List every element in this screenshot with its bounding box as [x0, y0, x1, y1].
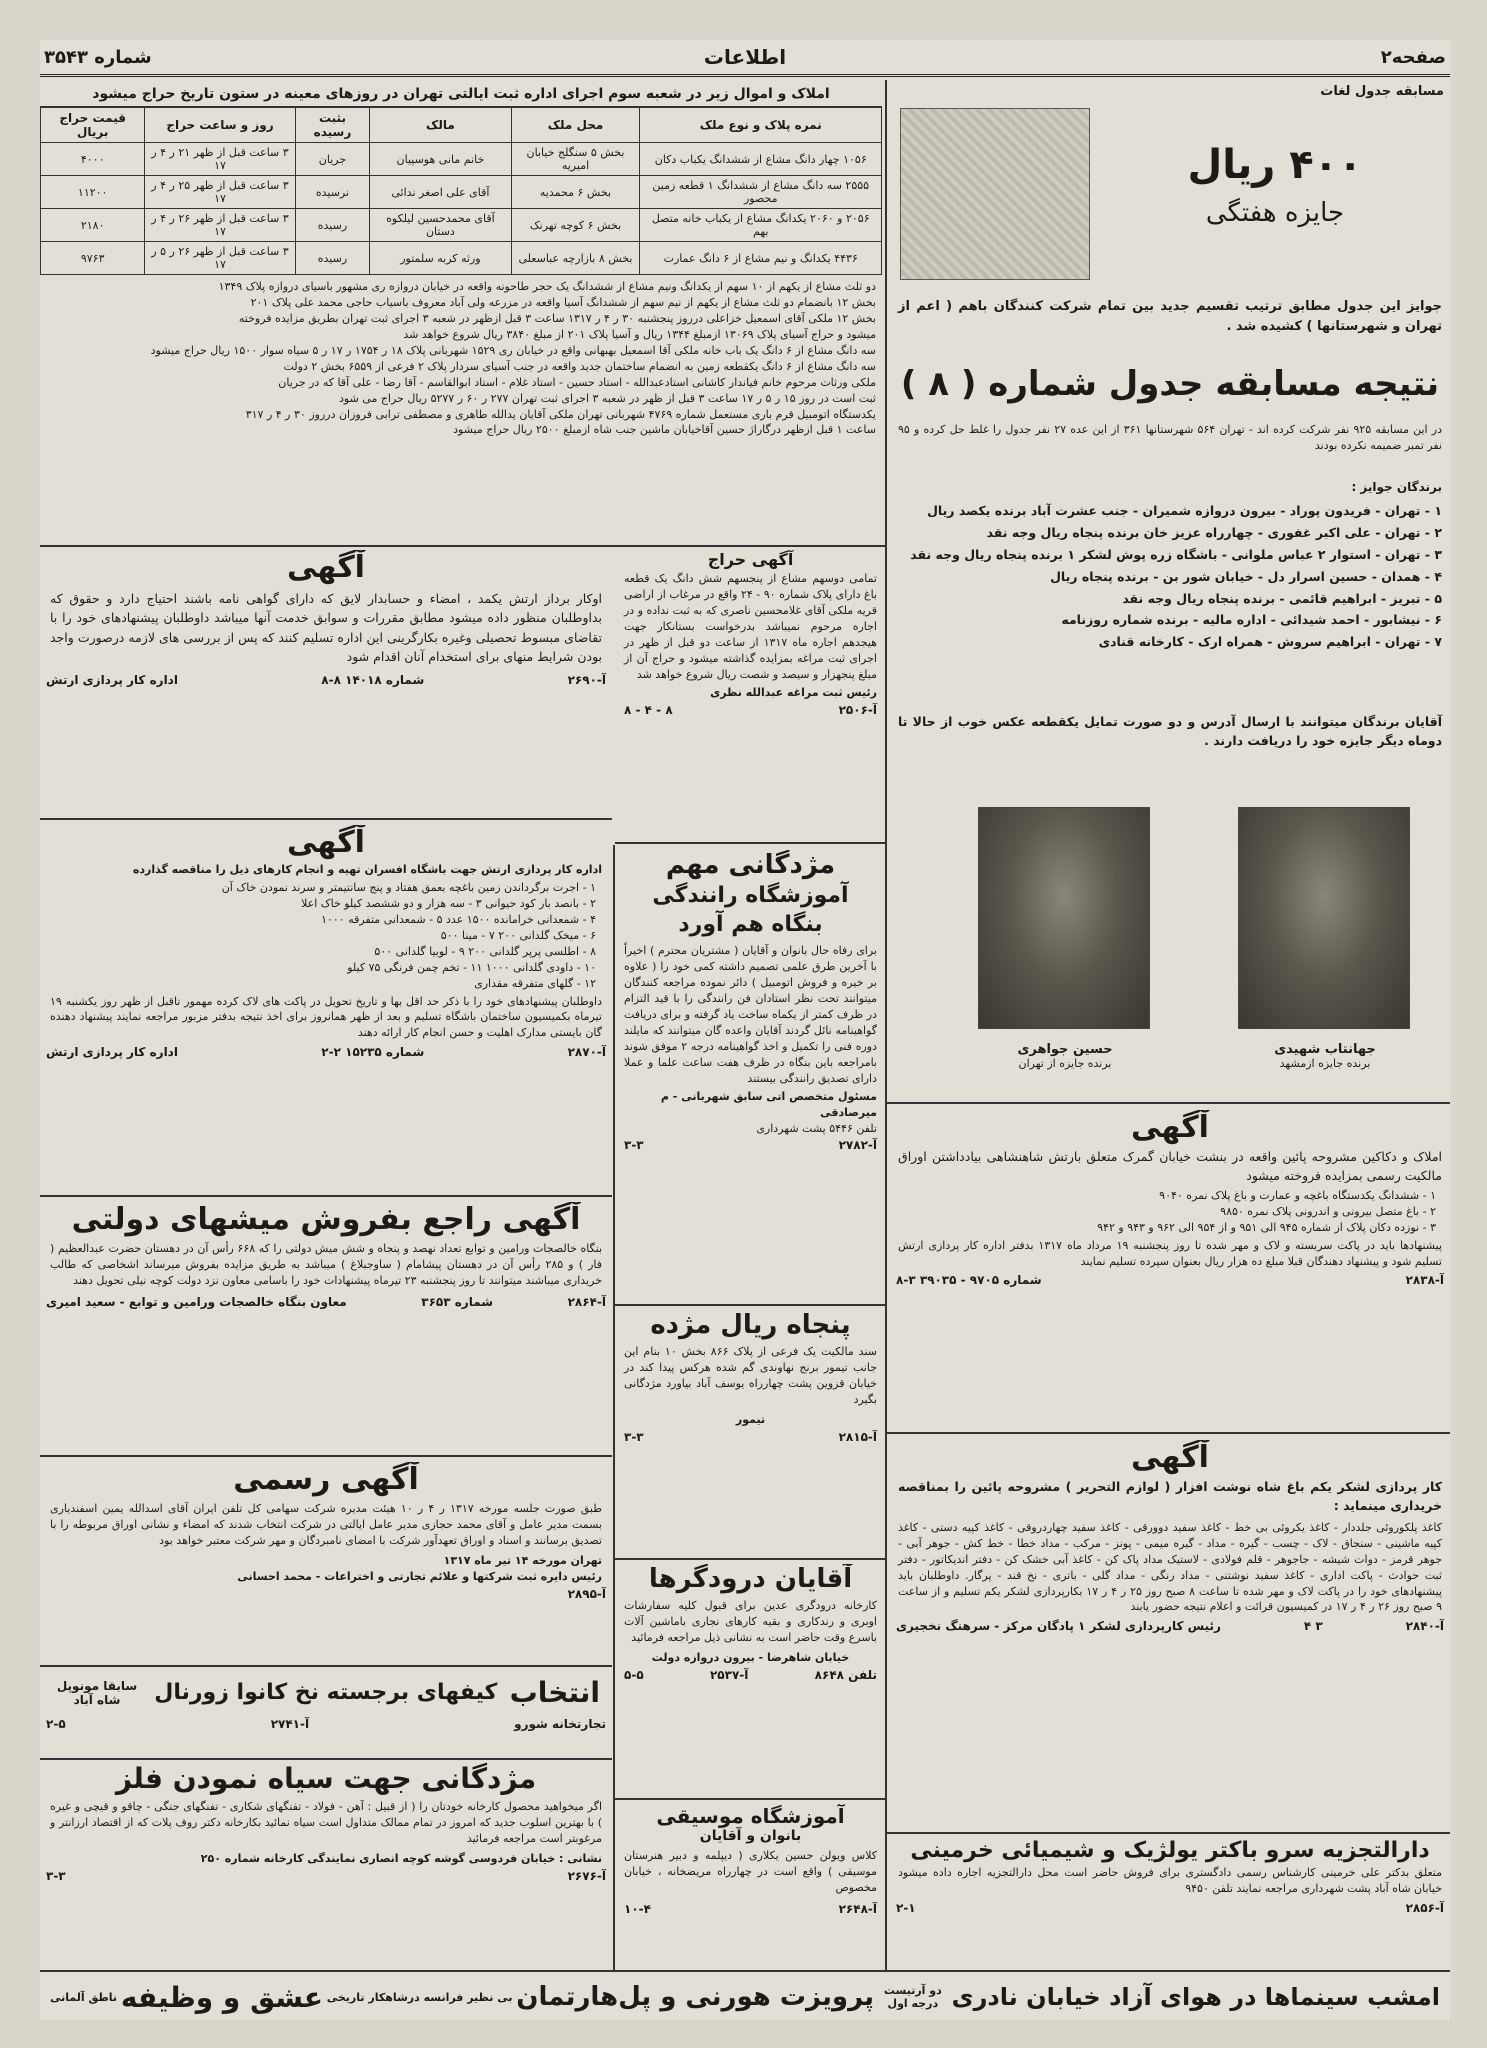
ad-ref — [618, 1666, 883, 1684]
list-item: ۴ - شمعدانی خرامانده ۱۵۰۰ عدد ۵ - شمعدانی متفرقه ۱۰۰۰ — [321, 912, 596, 926]
auction-note: ساعت ۱ قبل ازظهر درگاراژ حسین آقاخیابان ماشین جنب شاه ازمبلغ ۲۵۰۰ ریال حراج میشود — [453, 423, 876, 437]
ad-ref-code: آ-۲۵۳۷ — [709, 1667, 749, 1682]
ad-body: کلاس ویولن حسین یکلاری ( دیپلمه و دبیر هنرستان موسیقی ) واقع است در چهارراه مریضخانه ، خیابان مخصوص — [624, 1849, 877, 1894]
ad-name: تیمور — [735, 1412, 766, 1426]
prize-amount: ۴۰۰ ریال — [1187, 142, 1363, 188]
ad-ref-code: آ-۲۷۸۲ — [838, 1138, 877, 1153]
ad-title: آگهی — [1131, 1440, 1209, 1475]
cell: رسیده — [295, 209, 370, 242]
cell: بخش ۵ سنگلج خیابان امیریه — [511, 143, 640, 176]
col-registered: بثبت رسیده — [295, 108, 370, 143]
banner-film2-pre: درشاهکار تاریخی — [326, 1990, 420, 2004]
list-item: ۱ - ششدانگ یکدستگاه باغچه و عمارت و باغ پلاک نمره ۹۰۴۰ — [1159, 1188, 1436, 1202]
ad-ref — [40, 1715, 612, 1733]
ad-haraj — [618, 550, 883, 840]
winner-photo — [1238, 807, 1410, 1029]
cell: ۳ ساعت قبل از ظهر ۲۶ ر ۵ ر ۱۷ — [145, 242, 295, 275]
ad-brand: انتخاب — [509, 1676, 600, 1709]
ad-ref-code: آ-۲۷۴۱ — [270, 1717, 310, 1731]
photo-caption — [965, 1042, 1165, 1070]
ad-ref-number: شماره ۳۶۵۳ — [421, 1294, 494, 1309]
cell: ۴۰۰۰ — [41, 143, 145, 176]
ad-ref-number: ۵-۵ — [624, 1667, 644, 1682]
cell: رسیده — [295, 242, 370, 275]
ad-signature: معاون بنگاه خالصجات ورامین و توابع - سعید امیری — [46, 1294, 347, 1309]
section-rule — [40, 1665, 612, 1667]
cell: بخش ۸ بازارچه عباسعلی — [511, 242, 640, 275]
ad-carpenters — [618, 1564, 883, 1794]
ad-ref-code: آ-۲۶۹۰ — [567, 672, 606, 687]
ad-ref — [618, 1428, 883, 1446]
ad-ref-code: آ-۲۸۵۶ — [1405, 1900, 1444, 1915]
cell: آقای علی اصغر ندائی — [370, 176, 511, 209]
prize-box — [1110, 142, 1440, 228]
ad-ref-code: آ-۲۸۳۸ — [1405, 1273, 1444, 1288]
ad-lashkar — [890, 1440, 1450, 1830]
ad-title: آگهی حراج — [707, 550, 794, 569]
ad-ref — [618, 1900, 883, 1918]
ad-arteshe-2 — [40, 825, 612, 1190]
newspaper-name: اطلاعات — [703, 45, 787, 69]
section-rule — [887, 1832, 1450, 1834]
cell: ۱۱۲۰۰ — [41, 176, 145, 209]
auction-block — [40, 82, 882, 542]
ad-ref-number: ۳-۳ — [624, 1138, 644, 1153]
contest-block — [890, 82, 1450, 1132]
ad-ref-code: آ-۲۶۴۸ — [838, 1901, 877, 1916]
ad-ref-number: ۳ ۴ — [1303, 1619, 1323, 1634]
cell: ۴۴۳۶ یکدانگ و نیم مشاع از ۶ دانگ عمارت — [640, 242, 882, 275]
ad-subtitle: آموزشگاه رانندگی بنگاه هم آورد — [652, 883, 849, 937]
ad-ref-code: آ-۲۸۹۵ — [567, 1586, 606, 1601]
banner-film1-post: بی نظیر فرانسه — [423, 1990, 513, 2004]
ad-body: اوکار برداز ارتش یکمد ، امضاء و حسابدار لایق که دارای گواهی نامه باشند احتیاج دارد و حقوق که بداوطلبان منظور داده میشود مطابق مقررات و سوابق خدمت آنها میباشد داوطلبان پیشنهادهای خود را با تقاضای مبسوط تحصیلی وغیره بکارگرینی این اداره تسلیم کنند که پس از بررسی های لازمه درصورت واجد بودن شرایط منهای برای استخدام آنان اقدام شود — [50, 591, 602, 665]
table-row — [41, 242, 882, 275]
ad-body: کاغذ پلکوروئی جلددار - کاغذ یکروئی بی خط - کاغذ سفید دوورقی - کاغذ سفید چهاردروقی - کاغذ کپیه دستی - کاغذ کپیه ماشینی - سنجاق - لاک - چسب - گیره - مداد - گیره میمی - پونز - مرکب - مداد خطا - خط کش - جوهر آبی - جوهر قرمز - دوات شیشه - جاجوهر - قلم فولادی - لاستیک مداد پاک کن - کاغذ آبی خشک کن - دفتر اندیکاتور - دفتر ثبت حوادث - پاکت اداری - کاغذ سفید نوشتنی - مداد رنگی - مداد گلی - باتری - نخ قند - پرگار. داوطلبان باید پیشنهادهای خود را در پاکت لاک و مهر شده تا ساعت ۸ صبح روز ۲۵ ر ۴ ر ۱۷ بکارپردازی لشکر یکم تسلیم و از ساعت ۹ صبح روز ۲۶ ر ۴ ر ۱۷ در کمیسیون قرائت و اعلام نتیجه حضور یابند — [898, 1520, 1442, 1614]
ad-title: آگهی — [287, 825, 365, 860]
ad-sheep — [40, 1202, 612, 1452]
ad-ref-number: ۳-۳ — [624, 1429, 644, 1444]
cell: آقای محمدحسین لیلکوه دستان — [370, 209, 511, 242]
ad-items — [890, 1188, 1450, 1236]
ad-arteshe-1 — [40, 550, 612, 815]
winner-photo — [978, 807, 1150, 1029]
auction-table — [40, 107, 882, 275]
ad-subtitle: بانوان و آقایان — [699, 1828, 802, 1844]
ad-official — [40, 1462, 612, 1662]
ad-title: مژدگانی مهم — [665, 850, 836, 880]
ad-metal — [40, 1762, 612, 1967]
ad-body: املاک و دکاکین مشروحه پائین واقعه در بنشت خیابان گمرک متعلق بارتش شاهنشاهی بیادداشتن اوراق مالکیت رسمی بمزایده فروخته میشود — [898, 1149, 1442, 1184]
ad-body: کارخانه درودگری عدین برای قبول کلیه سفارشات اوبری و رندکاری و بقیه کارهای نجاری باماشین آلات باسرع وقت حاضر است به نشانی ذیل مراجعه فرمائید — [624, 1599, 877, 1644]
ad-body: متعلق بدکتر علی خرمینی کارشناس رسمی دادگستری برای فروش حاضر است محل دارالتجزیه اجاره داده میشود خیابان شاه آباد پشت شهرداری مراجعه نمایند تلفن ۹۴۵۰ — [898, 1866, 1442, 1895]
banner-film1-pre: دو آرتیست درجه اول — [883, 1984, 942, 2010]
auction-note: یکدستگاه اتومبیل قرم باری مستعمل شماره ۴۷۶۹ شهربانی تهران ملکی آقایان یدالله طاهری و مصطفی ترابی فروزان درروز ۳۰ ر ۴ ر ۳۱۷ — [245, 407, 876, 421]
ad-ref-number: شماره ۱۴۰۱۸ ۸-۸ — [321, 672, 425, 687]
section-rule — [887, 1432, 1450, 1434]
cell: ۳ ساعت قبل از ظهر ۲۱ ر ۴ ر ۱۷ — [145, 143, 295, 176]
ad-ref-number: شماره ۱۵۲۳۵ ۲-۲ — [321, 1045, 425, 1060]
auction-note: بخش ۱۲ ملکی آقای اسمعیل خزاعلی درروز پنجشنبه ۳۰ ر ۴ ر ۱۳۱۷ ساعت ۳ قبل ازظهر در شعبه ۳ اجرای ثبت تهران بطریق مزایده فروخته — [238, 311, 876, 325]
ad-intro: کار پردازی لشکر یکم باغ شاه نوشت افزار ( لوازم التحریر ) مشروحه پائین را بمناقصه خریداری مینماید : — [898, 1479, 1442, 1514]
ad-address: خیابان شاهرضا - بیرون دروازه دولت — [651, 1650, 850, 1664]
section-rule — [40, 1195, 612, 1197]
auction-note: سه دانگ مشاع از ۶ دانگ یکقطعه زمین به انضمام ساختمان جدید واقعه در جنب آسیای سردار پلاک ۲ فرعی از ۶۵۵۹ بخش ۲ دولت — [283, 359, 876, 373]
cell: ۲۰۵۶ و ۲۰۶۰ یکدانگ مشاع از یکباب خانه متصل بهم — [640, 209, 882, 242]
cell: ۱۰۵۶ چهار دانگ مشاع از ششدانگ یکباب دکان — [640, 143, 882, 176]
ad-ref — [40, 671, 612, 689]
page-number: صفحه۲ — [1380, 46, 1446, 68]
col-date: روز و ساعت حراج — [145, 108, 295, 143]
list-item: ۳ - نوزده دکان پلاک از شماره ۹۴۵ الی ۹۵۱ و از ۹۵۴ الی ۹۶۲ و ۹۴۳ و ۹۴۲ — [1097, 1220, 1436, 1234]
cell: خانم مانی هوسپیان — [370, 143, 511, 176]
auction-header: املاک و اموال زیر در شعبه سوم اجرای اداره ثبت ایالتی تهران در روزهای معینه در ستون تاریخ حراج میشود — [40, 82, 882, 107]
auction-note: سه دانگ مشاع از ۶ دانگ یک باب خانه ملکی آقا اسمعیل بهبهانی واقع در خیابان ری ۱۵۲۹ شهربانی پلاک ۱۸ ر ۱۷۵۴ ر ۱۷ ر ۵ سیاه سوار ۱۵۰۰ ریال حراج میشود — [150, 343, 876, 357]
ad-signature: رئیس کارپردازی لشکر ۱ پادگان مرکز - سرهنگ نخجیری — [896, 1619, 1221, 1634]
col-owner: مالک — [370, 108, 511, 143]
list-item: ۵ - تبریز - ابراهیم قائمی - برنده پنجاه ریال وجه نقد — [1122, 590, 1442, 606]
col-location: محل ملک — [511, 108, 640, 143]
section-rule — [40, 1758, 612, 1760]
ad-driving — [618, 850, 883, 1300]
cell: بخش ۶ کوچه تهرنک — [511, 209, 640, 242]
banner-film1: پرویزت هورنی و پل‌هارتمان — [516, 1982, 875, 2012]
list-item: ۱ - تهران - فریدون پوراد - بیرون دروازه شمیران - جنب عشرت آباد برنده یکصد ریال — [927, 503, 1442, 518]
ad-items — [40, 880, 612, 992]
ad-ref-number: ۸ - ۴ - ۸ — [624, 702, 673, 717]
ad-body: برای رفاه حال بانوان و آقایان ( مشتریان محترم ) اخیراً با آخرین طرق علمی تصمیم داشته کمی خود را ( علاوه بر خیره و فروش اتومبیل ) دائر نموده مراجعه کنندگان میتوانند تحت نظر استادان فن رانندگی را با قید التزام در ظرف کمتر از یکماه ساخت یاد گرفته و برای دریافت گواهینامه نائل گردند آقایان واعده گان میتوانند که مایلند دوره فنی را تکمیل و اخذ گواهینامه درجه ۲ موفق شوند بامراجعه باین بنگاه در ظرف هفت ساعت علما و عملا دارای تصدیق رانندگی بیستند — [624, 944, 877, 1085]
ad-signature: رئیس دایره ثبت شرکتها و علائم تجارتی و اختراعات - محمد احسانی — [237, 1569, 602, 1583]
ad-body: سند مالکیت یک فرعی از پلاک ۸۶۶ بخش ۱۰ بنام این جانب تیمور برنج نهاوندی گم شده هرکس پیدا کند در خیابان قزوین پشت چهارراه یوسف آباد بیاورد مژدگانی بگیرد — [624, 1345, 877, 1406]
auction-table-header — [41, 108, 882, 143]
cell: ۲۵۵۵ سه دانگ مشاع از ششدانگ ۱ قطعه زمین محصور — [640, 176, 882, 209]
column-rule — [885, 80, 887, 1970]
ad-address: نشانی : خیابان فردوسی گوشه کوچه انصاری نمایندگی کارخانه شماره ۲۵۰ — [200, 1851, 602, 1865]
ad-bags-row — [40, 1670, 612, 1715]
ad-ref-code: آ-۲۸۶۴ — [567, 1294, 606, 1309]
ad-ref — [40, 1293, 612, 1311]
ad-body: طبق صورت جلسه مورخه ۱۳۱۷ ر ۴ ر ۱۰ هیئت مدیره شرکت سهامی کل تلفن ایران آقای اسدالله یمین اسفندیاری بسمت مدیر عامل و آقای محمد حجازی مدیر عامل ایالتی در شرکت انتخاب شدند که امضاء و نشانی اوراق مربوطه را با تصدیق برسانند و اسناد و اوراق تعهدآور شرکت با امضای نامبردگان و مهر شرکت معتبر خواهد بود — [50, 1502, 603, 1547]
photo-caption — [1225, 1042, 1425, 1070]
ad-ref — [890, 1617, 1450, 1635]
ad-title: آقایان درودگرها — [648, 1564, 853, 1594]
ad-title: دارالتجزیه سرو باکتر یولژیک و شیمیائی خرمینی — [910, 1838, 1430, 1863]
ad-signature: رئیس ثبت مراغه عبدالله نظری — [710, 685, 877, 699]
photo-name: حسین جواهری — [1017, 1042, 1113, 1057]
ad-music — [618, 1804, 883, 1969]
ad-title: پنجاه ریال مژده — [650, 1310, 851, 1340]
ad-customs — [890, 1110, 1450, 1430]
cell: نرسیده — [295, 176, 370, 209]
list-item: ۱ - اجرت برگرداندن زمین باغچه بعمق هفتاد و پنج سانتیمتر و سرند نمودن خاک آن — [221, 880, 596, 894]
ad-signature: اداره کار پردازی ارتش — [46, 1045, 178, 1060]
list-item: ۳ - تهران - استوار ۲ عباس ملوانی - باشگاه زره پوش لشکر ۱ برنده پنجاه ریال وجه نقد — [910, 546, 1442, 562]
ad-ref — [618, 701, 883, 719]
table-row — [41, 176, 882, 209]
ad-ref — [890, 1899, 1450, 1917]
section-rule — [40, 818, 612, 820]
photo-sub: برنده جایزه از تهران — [1018, 1057, 1112, 1070]
table-row — [41, 143, 882, 176]
winners-label: برندگان جوایز : — [1351, 480, 1442, 494]
contest-section-label: مسابقه جدول لغات — [1320, 84, 1444, 99]
list-item: ۲ - باغ متصل بیرونی و اندرونی پلاک نمره ۹۸۵۰ — [1220, 1204, 1436, 1218]
contest-title: نتیجه مسابقه جدول شماره ( ۸ ) — [900, 364, 1440, 404]
ad-products: کیفهای برجسته نخ کانوا زورنال — [154, 1680, 498, 1705]
ad-label: تجارتخانه شورو — [514, 1717, 606, 1731]
section-rule — [40, 1970, 1450, 1972]
cell: ۹۷۶۳ — [41, 242, 145, 275]
ad-intro: اداره کار پردازی ارتش جهت باشگاه افسران تهیه و انجام کارهای ذیل را مناقصه گذارده — [132, 863, 602, 876]
ad-ref-code: آ-۲۸۷۰ — [567, 1045, 606, 1060]
ad-ref-code: آ-۲۸۱۵ — [838, 1429, 877, 1444]
issue-number: شماره ۳۵۴۳ — [44, 46, 152, 68]
ad-title: آگهی رسمی — [233, 1462, 419, 1497]
list-item: ۶ - میخک گلدانی ۲۰۰ ۷ - مینا ۵۰۰ — [440, 928, 596, 942]
ad-body-2: پیشنهادها باید در پاکت سربسته و لاک و مهر شده تا روز پنجشنبه ۱۹ مرداد ماه ۱۳۱۷ بدفتر اداره کار پردازی ارتش تسلیم شود و پیشنهاد دهندگان قبلا مبلغ ده هزار ریال بعنوان سپرده تسلیم نمایند — [898, 1238, 1443, 1268]
ad-title: مژدگانی جهت سیاه نمودن فلز — [115, 1762, 537, 1795]
ad-body: اگر میخواهید محصول کارخانه خودتان را ( از قبیل : آهن - فولاد - تفنگهای شکاری - تفنگهای جنگی - چاقو و قیچی و غیره ) با بهترین اسلوب جدید که امروز در تمام ممالک متداول است سیاه نمائید بکارخانه دکتر روف پلات که از اقتصاد ارزانتر و مرغوبتر است مراجعه فرمائید — [50, 1800, 602, 1845]
cell: بخش ۶ محمدیه — [511, 176, 640, 209]
ad-bags — [40, 1670, 612, 1755]
ad-extra: سابقا مونوپل شاه آباد — [56, 1678, 138, 1707]
ad-ref — [40, 1043, 612, 1061]
ad-ref-number: شماره ۹۷۰۵ - ۳۹۰۳۵ ۳-۸ — [896, 1273, 1042, 1288]
masthead — [40, 40, 1450, 77]
cinema-banner — [40, 1974, 1450, 2020]
contest-intro: جوایز این جدول مطابق ترتیب تقسیم جدید بین تمام شرکت کنندگان باهم ( اعم از تهران و شهرستانها ) کشیده شد . — [898, 299, 1442, 335]
contest-stats: در این مسابقه ۹۲۵ نفر شرکت کرده اند - تهران ۵۶۴ شهرستانها ۳۶۱ از این عده ۲۷ نفر جدول را غلط حل کرده و ۹۵ نفر تمبر ضمیمه نکرده بودند — [898, 423, 1442, 452]
ad-ref-code: آ-۲۶۷۶ — [567, 1868, 606, 1883]
ad-ref-number: ۲-۱ — [896, 1900, 916, 1915]
banner-film2: عشق و وظیفه — [120, 1980, 323, 2014]
list-item: ۲ - بانصد بار کود حیوانی ۳ - سه هزار و دو ششصد کیلو خاک اعلا — [301, 896, 596, 910]
ad-fifty — [618, 1310, 883, 1555]
ad-body: بنگاه خالصجات ورامین و توابع تعداد نهصد و پنجاه و شش میش دولتی را که ۶۶۸ رأس آن در دهستان حضرت عبدالعظیم ( فار ) و ۲۸۵ رأس آن در دهستان پیشامام ( ساوجبلاغ ) میباشد به طریق مزایده بفروش میرساند اشخاصی که طالب خریداری میباشند میتوانند تا روز پنجشنبه ۲۳ تیرماه پیشنهادات خود را باسامی معاون نزد دولت کوچه نیلی تحویل دهند — [50, 1242, 603, 1287]
contest-illustration — [900, 108, 1090, 280]
ad-ref-code: آ-۲۵۰۶ — [838, 702, 877, 717]
newspaper-page — [40, 40, 1450, 2020]
list-item: ۴ - همدان - حسین اسرار دل - خیابان شور بن - برنده پنجاه ریال — [1050, 568, 1442, 584]
photo-name: جهانتاب شهیدی — [1274, 1042, 1376, 1057]
ad-phone: تلفن ۸۶۴۸ — [814, 1667, 877, 1682]
auction-note: میشود و حراج آسیای پلاک ۱۳۰۶۹ ازمبلغ ۱۳۴۴ ریال و آسیا پلاک ۲۰۱ از مبلغ ۳۸۴۰ ریال شروع خواهد شد — [403, 327, 876, 341]
ad-body: داوطلبان پیشنهادهای خود را با ذکر حد اقل بها و تاریخ تحویل در پاکت های لاک کرده مهمور تاقبل از ظهر روز یکشنبه ۱۹ تیرماه بکمیسیون ساختمان باشگاه تسلیم و بعد از ظهر همانروز برای اخذ نتیجه بدفتر مزبور مراجعه نمایند پیشنهاد دهنده گان بایستی مدارک اهلیت و حسن انجام کار ارائه دهند — [50, 994, 602, 1040]
ad-ref — [40, 1867, 612, 1885]
ad-ref-code: آ-۲۸۴۰ — [1405, 1619, 1444, 1634]
ad-ref-number: ۲-۵ — [46, 1717, 66, 1731]
auction-note: دو ثلث مشاع از یکهم از ۱۰ سهم از یکدانگ ونیم مشاع از ششدانگ یک حجر طاحونه واقعه در خیابان دروازه ری مشهور باسیای دروازه پلاک ۱۳۴۹ — [218, 280, 876, 293]
auction-note: ثبت است در روز ۱۵ ر ۵ ر ۱۷ ساعت ۳ قبل از ظهر در شعبه ۳ اجرای ثبت تهران ۲۷۷ ر ۶۰ ر ۵۲۷۷ ریال حراج می شود — [338, 391, 876, 405]
section-rule — [40, 545, 885, 547]
ad-signature: اداره کار پردازی ارتش — [46, 672, 178, 687]
auction-notes — [40, 275, 882, 442]
col-price: قیمت حراج بریال — [41, 108, 145, 143]
cell: ۲۱۸۰ — [41, 209, 145, 242]
cell: ورثه کربه سلمتور — [370, 242, 511, 275]
section-rule — [615, 1558, 885, 1560]
list-item: ۲ - تهران - علی اکبر غفوری - چهارراه عزیز خان برنده پنجاه ریال وجه نقد — [986, 524, 1442, 540]
cell: جریان — [295, 143, 370, 176]
list-item: ۶ - نیشابور - احمد شیدائی - اداره مالیه - برنده شماره روزنامه — [1061, 612, 1442, 628]
banner-film2-post: ناطق آلمانی — [50, 1990, 118, 2004]
ad-ref-number: ۳-۳ — [46, 1868, 66, 1883]
ad-body: تمامی دوسهم مشاع از پنجسهم شش دانگ یک قطعه باغ دارای پلاک شماره ۹۰ - ۲۴ واقع در مرغاب از اراضی قریه ملکی آقای غلامحسین ناصری که به ثبت نداده و در اجاره مرحوم نمیباشد بدرخواست بستانکار جهت هیجدهم اجاره ماه ۱۳۱۷ از ساعت دو قبل از ظهر در اجرای ثبت مراغه بمزایده گذاشته میشود و حراج آن از مبلغ پنجهزار و سیصد و شصت ریال شروع خواهد شد — [624, 572, 877, 681]
auction-note: بخش ۱۲ بانضمام دو ثلث مشاع از یکهم از نیم سهم از ششدانگ آسیا واقعه در مزرعه ولی آباد معروف باسیاب حاجی محمد علی پلاک ۲۰۱ — [250, 295, 876, 309]
section-rule — [615, 842, 885, 844]
cell: ۳ ساعت قبل از ظهر ۲۶ ر ۴ ر ۱۷ — [145, 209, 295, 242]
list-item: ۷ - تهران - ابراهیم سروش - همراه ارک - کارخانه قنادی — [1098, 634, 1442, 650]
ad-title: آگهی — [287, 550, 365, 585]
winners-list — [898, 500, 1442, 653]
list-item: ۸ - اطلسی پرپر گلدانی ۲۰۰ ۹ - لوبیا گلدانی ۵۰۰ — [374, 944, 596, 958]
ad-title: آگهی راجع بفروش میشهای دولتی — [71, 1202, 581, 1237]
list-item: ۱۰ - داودی گلدانی ۱۰۰۰ ۱۱ - تخم چمن فرنگی ۷۵ کیلو — [347, 960, 596, 974]
list-item: ۱۲ - گلهای متفرقه مقداری — [474, 976, 596, 990]
ad-ref-number: ۱۰-۴ — [624, 1901, 651, 1916]
ad-ref — [618, 1136, 883, 1154]
section-rule — [615, 1798, 885, 1800]
ad-contact: مسئول متخصص اتی سابق شهربانی - م میرصادقی — [660, 1089, 877, 1119]
section-rule — [887, 1102, 1450, 1104]
section-rule — [40, 1455, 612, 1457]
auction-note: ملکی ورثات مرحوم خانم فیاندار کاشانی استادعبدالله - استاد حسین - استاد غلام - استاد ابوالقاسم - آقا رضا - علی آقا که در جریان — [278, 375, 876, 389]
col-plate: نمره پلاک و نوع ملک — [640, 108, 882, 143]
ad-lab — [890, 1838, 1450, 1968]
cell: ۳ ساعت قبل از ظهر ۲۵ ر ۴ ر ۱۷ — [145, 176, 295, 209]
table-row — [41, 209, 882, 242]
ad-ref — [890, 1271, 1450, 1289]
photo-sub: برنده جایزه ازمشهد — [1279, 1057, 1371, 1070]
ad-ref — [40, 1585, 612, 1603]
ad-title: آگهی — [1131, 1110, 1209, 1145]
ad-date: تهران مورخه ۱۴ تیر ماه ۱۳۱۷ — [443, 1553, 602, 1567]
contest-note: آقایان برندگان میتوانند با ارسال آدرس و دو صورت تمایل یکقطعه عکس خوب از حالا تا دوماه دیگر جایزه خود را دریافت دارند . — [898, 714, 1442, 749]
column-rule — [613, 845, 615, 1970]
ad-title: آموزشگاه موسیقی — [656, 1804, 845, 1828]
banner-lead: امشب سینماها در هوای آزاد خیابان نادری — [951, 1983, 1440, 2011]
section-rule — [615, 1304, 885, 1306]
prize-label: جایزه هفتگی — [1205, 198, 1345, 228]
ad-phone: تلفن ۵۴۴۶ پشت شهرداری — [756, 1121, 877, 1135]
